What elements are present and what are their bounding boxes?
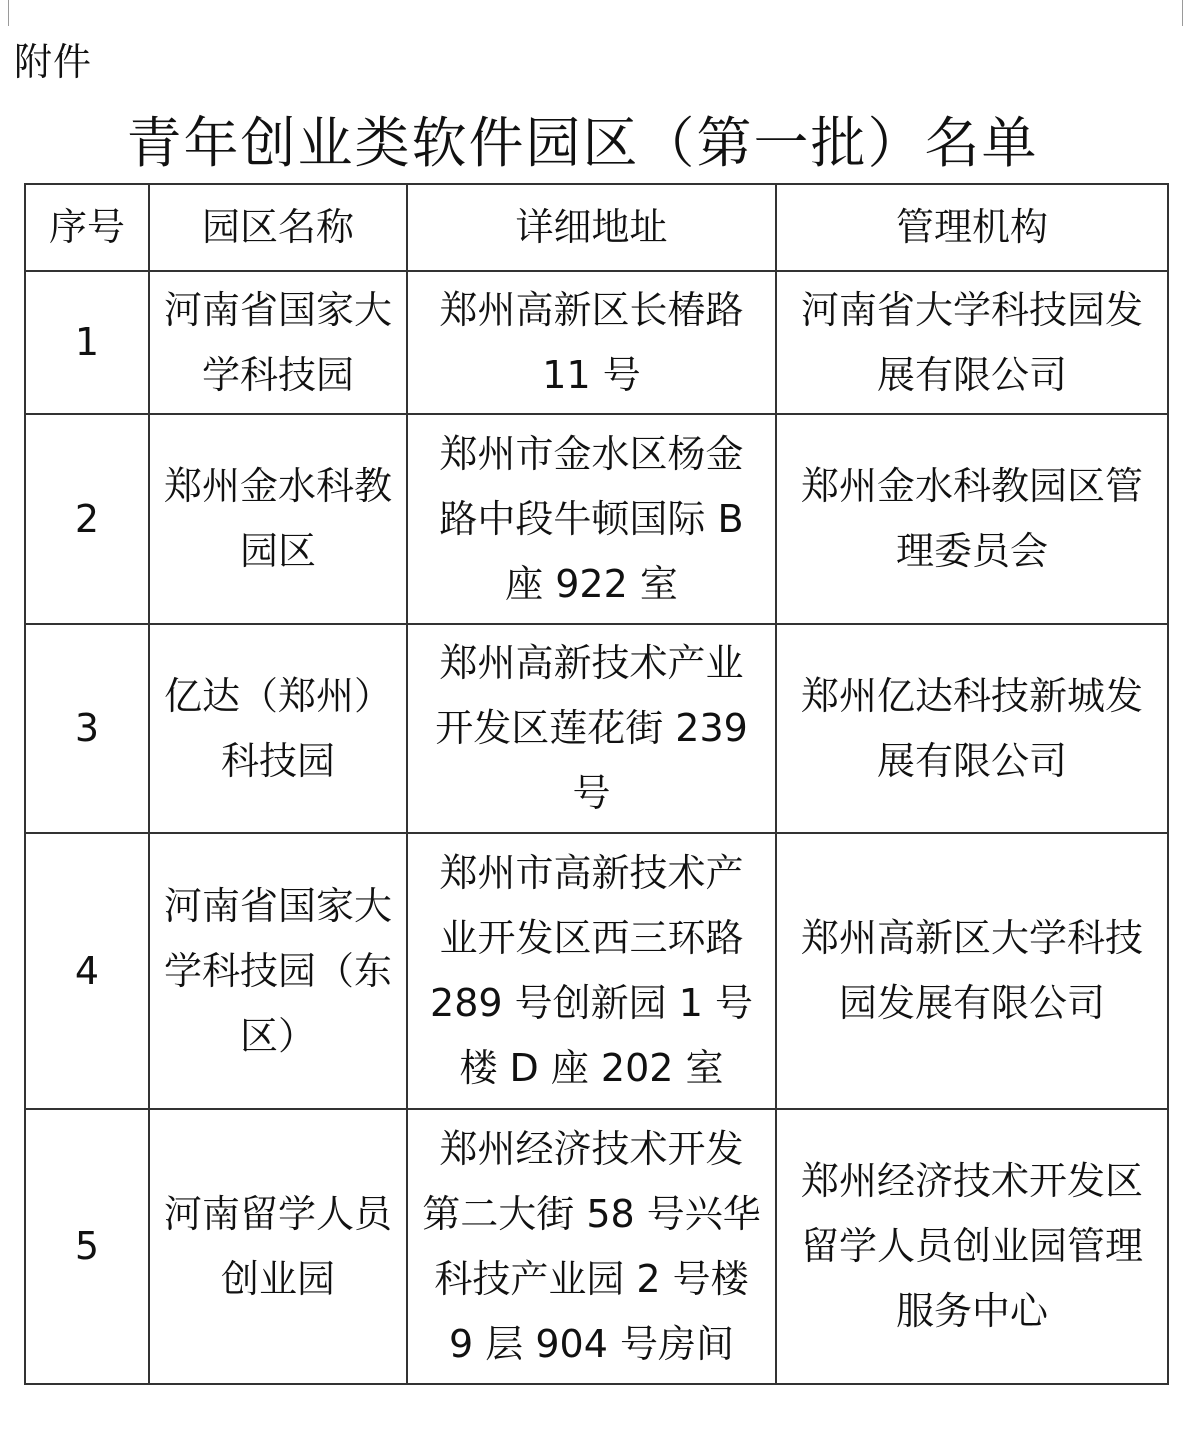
table-row <box>25 833 1168 1109</box>
row-management-org: 郑州金水科教园区管理委员会 <box>776 414 1168 624</box>
attachment-label: 附件 <box>14 40 93 84</box>
table-header-row <box>25 184 1168 271</box>
table-row <box>25 624 1168 833</box>
row-park-name: 河南留学人员创业园 <box>149 1109 407 1384</box>
row-serial-number: 4 <box>25 833 149 1109</box>
header-management-org: 管理机构 <box>776 184 1168 271</box>
header-park-name: 园区名称 <box>149 184 407 271</box>
row-management-org: 河南省大学科技园发展有限公司 <box>776 271 1168 414</box>
row-serial-number: 2 <box>25 414 149 624</box>
row-address: 郑州市高新技术产业开发区西三环路 289 号创新园 1 号楼 D 座 202 室 <box>407 833 776 1109</box>
row-park-name: 郑州金水科教园区 <box>149 414 407 624</box>
row-management-org: 郑州经济技术开发区留学人员创业园管理服务中心 <box>776 1109 1168 1384</box>
header-serial-number: 序号 <box>25 184 149 271</box>
row-address: 郑州高新区长椿路 11 号 <box>407 271 776 414</box>
page-edge-left <box>8 0 9 26</box>
page-edge-right <box>1182 0 1183 26</box>
row-address: 郑州经济技术开发第二大街 58 号兴华科技产业园 2 号楼 9 层 904 号房间 <box>407 1109 776 1384</box>
document-title: 青年创业类软件园区（第一批）名单 <box>126 111 1039 175</box>
row-park-name: 河南省国家大学科技园（东区） <box>149 833 407 1109</box>
row-management-org: 郑州亿达科技新城发展有限公司 <box>776 624 1168 833</box>
row-serial-number: 5 <box>25 1109 149 1384</box>
header-address: 详细地址 <box>407 184 776 271</box>
row-serial-number: 3 <box>25 624 149 833</box>
table-row <box>25 271 1168 414</box>
row-management-org: 郑州高新区大学科技园发展有限公司 <box>776 833 1168 1109</box>
row-serial-number: 1 <box>25 271 149 414</box>
row-address: 郑州高新技术产业开发区莲花街 239 号 <box>407 624 776 833</box>
row-park-name: 河南省国家大学科技园 <box>149 271 407 414</box>
table-row <box>25 414 1168 624</box>
park-list-table <box>24 183 1169 1385</box>
row-park-name: 亿达（郑州）科技园 <box>149 624 407 833</box>
row-address: 郑州市金水区杨金路中段牛顿国际 B 座 922 室 <box>407 414 776 624</box>
table-row <box>25 1109 1168 1384</box>
